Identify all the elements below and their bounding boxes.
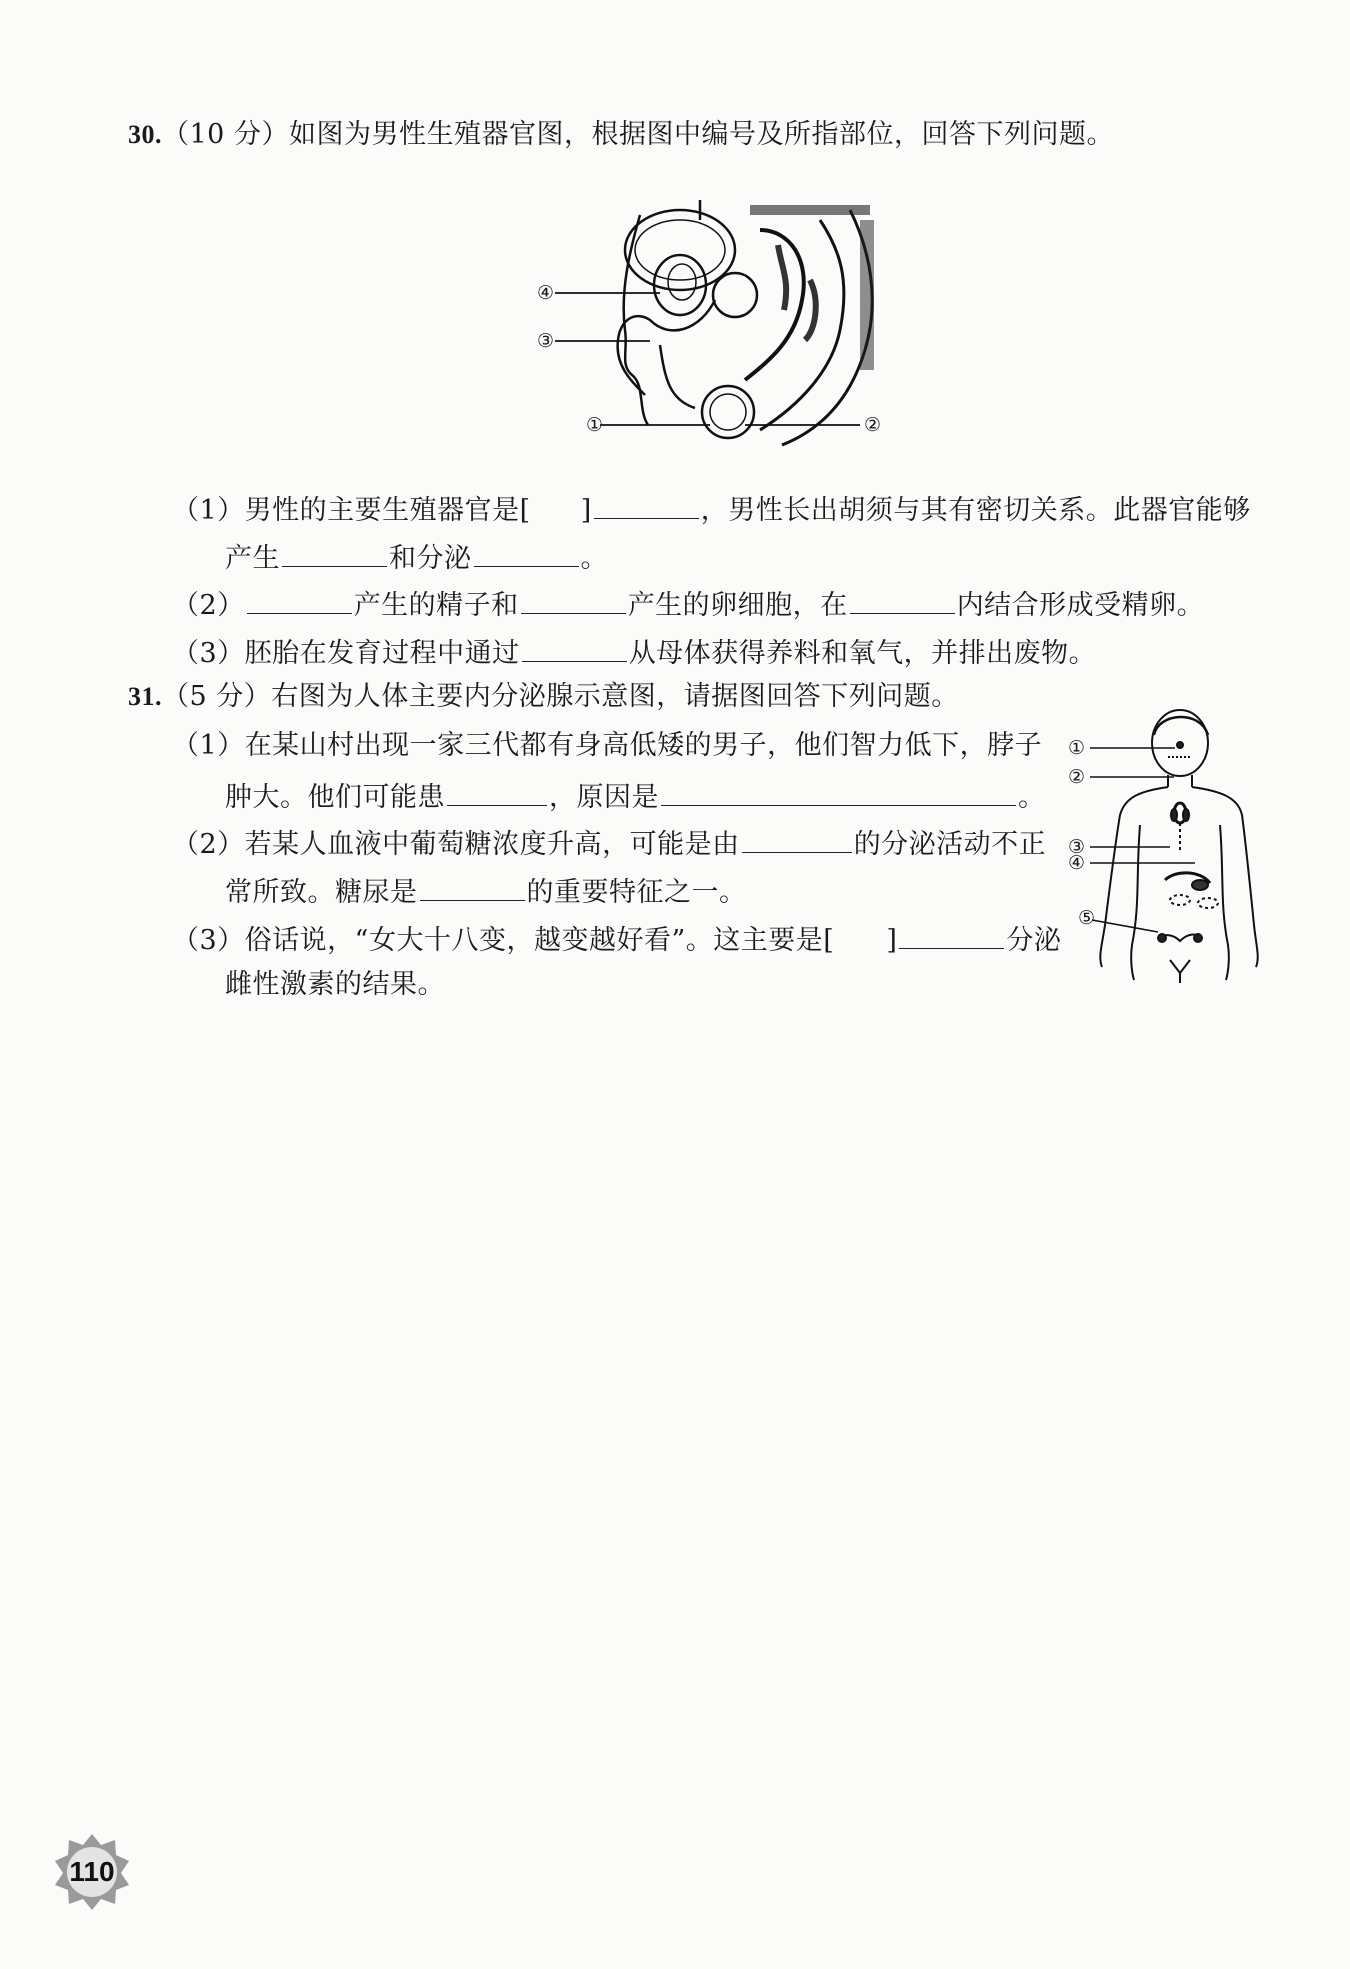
q31-label-1: ① (1068, 737, 1086, 759)
q31-part3-text-b: ] (886, 925, 898, 956)
q31-part2-text-b: 的分泌活动不正 (853, 829, 1047, 860)
q31-part1-text-a: （1）在某山村出现一家三代都有身高低矮的男子，他们智力低下，脖子 (172, 730, 1043, 761)
q30-part1-text-a: （1）男性的主要生殖器官是[ (172, 495, 531, 526)
q31-part1-blank-1[interactable] (447, 777, 547, 806)
q31-part2-text-a: （2）若某人血液中葡萄糖浓度升高，可能是由 (172, 829, 740, 860)
q30-part2-line (172, 585, 1204, 623)
q31-part1-line1 (172, 729, 1042, 763)
q31-part3-blank-1[interactable] (899, 920, 1004, 949)
q31-label-4: ④ (1068, 852, 1086, 874)
q31-part2-blank-2[interactable] (420, 872, 525, 901)
q30-number: 30. (128, 120, 162, 149)
q31-part2-text-c: 常所致。糖尿是 (225, 877, 418, 908)
q31-header: （5 分）右图为人体主要内分泌腺示意图，请据图回答下列问题。 (162, 681, 959, 712)
q30-part3-blank-1[interactable] (522, 633, 627, 662)
q31-part1-text-b: 肿大。他们可能患 (225, 782, 445, 813)
q31-label-5: ⑤ (1078, 907, 1096, 929)
q30-part2-text-d: 内结合形成受精卵。 (956, 590, 1205, 621)
q31-header-line (128, 680, 959, 714)
q31-label-3: ③ (1068, 836, 1086, 858)
q31-part1-text-c: ，原因是 (549, 782, 659, 813)
q30-part1-text-e: 和分泌 (389, 543, 472, 574)
q31-number: 31. (128, 682, 162, 711)
q31-part2-line2 (225, 872, 747, 910)
q30-part2-blank-2[interactable] (521, 585, 626, 614)
q30-part1-text-b: ] (580, 495, 592, 526)
q30-header: （10 分）如图为男性生殖器官图，根据图中编号及所指部位，回答下列问题。 (162, 119, 1114, 150)
q30-part1-line2 (225, 538, 608, 576)
q30-part1-text-d: 产生 (225, 543, 280, 574)
q30-label-2: ② (864, 414, 882, 436)
q31-part2-line1 (172, 824, 1046, 862)
q31-part3-text-c: 分泌 (1006, 925, 1062, 956)
q30-part1-blank-1[interactable] (594, 490, 699, 519)
q31-part3-line2 (225, 968, 445, 1002)
q31-part2-blank-1[interactable] (742, 824, 852, 853)
q31-part3-text-d: 雌性激素的结果。 (225, 969, 445, 1000)
q30-part3-text-b: 从母体获得养料和氧气，并排出废物。 (628, 638, 1097, 669)
q30-label-1: ① (586, 414, 604, 436)
q30-part1-text-f: 。 (580, 543, 608, 574)
q31-label-2: ② (1068, 766, 1086, 788)
q30-part2-text-b: 产生的精子和 (353, 590, 519, 621)
page-number: 110 (69, 1856, 115, 1887)
q30-part3-line (172, 633, 1096, 671)
q31-part3-text-a: （3）俗话说，“女大十八变，越变越好看”。这主要是[ (172, 925, 835, 956)
q30-part1-text-c: ，男性长出胡须与其有密切关系。此器官能够 (700, 495, 1251, 526)
q30-header-line (128, 118, 1114, 152)
q30-part2-text-a: （2） (172, 590, 245, 621)
q31-part2-text-d: 的重要特征之一。 (526, 877, 747, 908)
q30-part1-line1 (172, 490, 1251, 528)
q30-part2-blank-1[interactable] (247, 585, 352, 614)
q31-part1-text-d: 。 (1018, 782, 1046, 813)
q30-part2-text-c: 产生的卵细胞，在 (627, 590, 848, 621)
q30-label-4: ④ (537, 282, 555, 304)
q30-label-3: ③ (537, 330, 555, 352)
q30-part3-text-a: （3）胚胎在发育过程中通过 (172, 638, 520, 669)
q30-part2-blank-3[interactable] (850, 585, 955, 614)
q31-part1-line2 (225, 777, 1046, 815)
endocrine-glands-figure (1070, 705, 1260, 985)
q31-part1-blank-2[interactable] (661, 777, 1016, 806)
q30-part1-blank-2[interactable] (282, 538, 387, 567)
male-reproductive-figure (520, 190, 900, 450)
q31-part3-line1 (172, 920, 1061, 958)
q30-part1-blank-3[interactable] (474, 538, 579, 567)
